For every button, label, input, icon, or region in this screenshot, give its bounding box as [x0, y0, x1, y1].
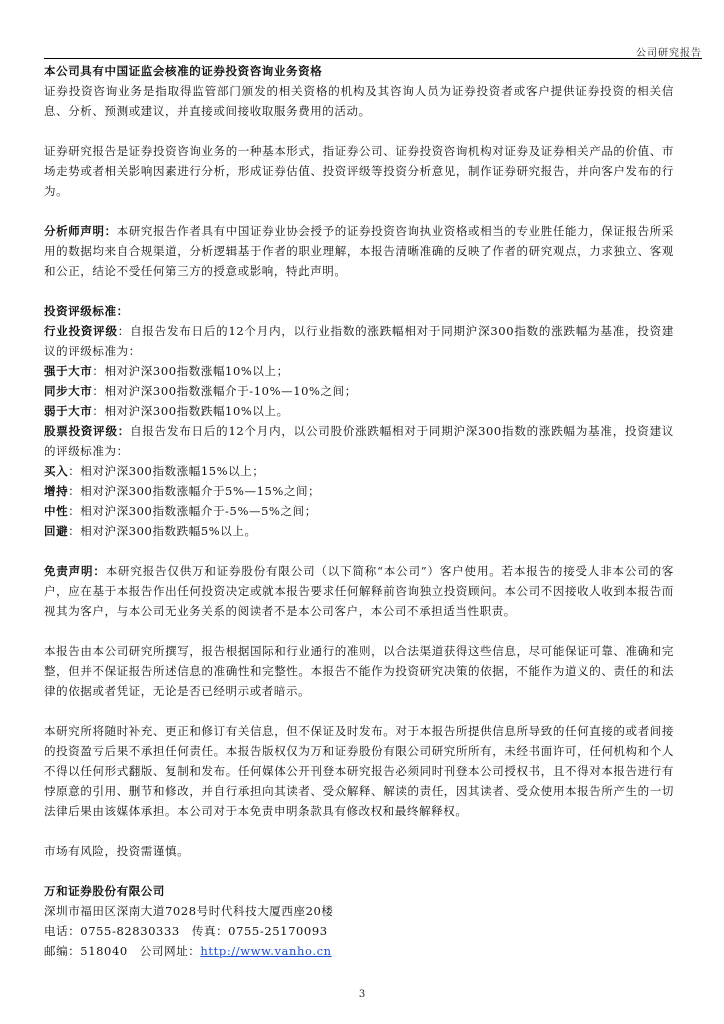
industry-rating-text: ：自报告发布日后的12个月内，以行业指数的涨跌幅相对于同期沪深300指数的涨跌幅为基准，投资建议的评级标准为： — [44, 324, 674, 358]
industry-rating-item — [44, 401, 674, 421]
header-divider — [44, 58, 702, 59]
rating-item-label: 强于大市 — [44, 364, 93, 378]
rating-item-label: 弱于大市 — [44, 404, 93, 418]
header-label: 公司研究报告 — [636, 48, 702, 59]
stock-rating-item — [44, 521, 674, 541]
rating-title: 投资评级标准： — [44, 304, 129, 318]
rating-item-label: 同步大市 — [44, 384, 93, 398]
rating-item-label: 中性 — [44, 504, 69, 518]
industry-rating-item — [44, 361, 674, 381]
qualification-paragraph-2: 证券研究报告是证券投资咨询业务的一种基本形式，指证券公司、证券投资咨询机构对证券及证券相关产品的价值、市场走势或者相关影响因素进行分析，形成证券估值、投资评级等投资分析意见，制作证券研究报告，并向客户发布的行为。 — [44, 144, 674, 198]
disclaimer-paragraph-3: 本研究所将随时补充、更正和修订有关信息，但不保证及时发布。对于本报告所提供信息所导致的任何直接的或者间接的投资盈亏后果不承担任何责任。本报告版权仅为万和证券股份有限公司研究所所有，未经书面许可，任何机构和个人不得以任何形式翻版、复制和发布。任何媒体公开刊登本研究报告必须同时刊登本公司授权书，且不得对本报告进行有悖原意的引用、删节和修改，并自行承担向其读者、受众解释、解读的责任，因其读者、受众使用本报告所产生的一切法律后果由该媒体承担。本公司对于本免责申明条款具有修改权和最终解释权。 — [44, 724, 674, 818]
rating-item-text: ：相对沪深300指数涨幅15%以上； — [68, 464, 265, 478]
rating-item-text: ：相对沪深300指数跌幅5%以上。 — [68, 524, 257, 538]
stock-rating — [44, 421, 674, 461]
company-address: 深圳市福田区深南大道7028号时代科技大厦西座20楼 — [44, 904, 334, 918]
company-website-link[interactable]: http://www.vanho.cn — [200, 944, 332, 958]
qualification-paragraph-1: 证券投资咨询业务是指取得监管部门颁发的相关资格的机构及其咨询人员为证券投资者或客户提供证券投资的相关信息、分析、预测或建议，并直接或间接收取服务费用的活动。 — [44, 84, 674, 118]
company-contact: 电话：0755-82830333 传真：0755-25170093 — [44, 924, 328, 938]
rating-item-text: ：相对沪深300指数涨幅10%以上； — [92, 364, 289, 378]
disclaimer-paragraph-2: 本报告由本公司研究所撰写，报告根据国际和行业通行的准则，以合法渠道获得这些信息，尽可能保证可靠、准确和完整，但并不保证报告所述信息的准确性和完整性。本报告不能作为投资研究决策的依据，不能作为道义的、责任的和法律的依据或者凭证，无论是否已经明示或者暗示。 — [44, 644, 674, 698]
industry-rating-item — [44, 381, 674, 401]
stock-rating-item — [44, 461, 674, 481]
company-postcode: 邮编：518040 公司网址： — [44, 944, 201, 958]
rating-item-text: ：相对沪深300指数涨幅介于-10%—10%之间； — [92, 384, 357, 398]
disclaimer-text: 本研究报告仅供万和证券股份有限公司（以下简称“本公司”）客户使用。若本报告的接受人非本公司的客户，应在基于本报告作出任何投资决定或就本报告要求任何解释前咨询独立投资顾问。本公司不因接收人收到本报告而视其为客户，与本公司无业务关系的阅读者不是本公司客户，本公司不承担适当性职责。 — [44, 564, 675, 618]
company-name: 万和证券股份有限公司 — [44, 884, 165, 898]
analyst-text: 本研究报告作者具有中国证券业协会授予的证券投资咨询执业资格或相当的专业胜任能力，保证报告所采用的数据均来自合规渠道，分析逻辑基于作者的职业理解，本报告清晰准确的反映了作者的研究观点，力求独立、客观和公正，结论不受任何第三方的授意或影响，特此声明。 — [44, 224, 674, 278]
disclaimer-label: 免责声明： — [44, 564, 106, 578]
rating-item-text: ：相对沪深300指数跌幅10%以上。 — [92, 404, 289, 418]
analyst-statement — [44, 221, 674, 281]
rating-item-label: 买入 — [44, 464, 69, 478]
stock-rating-label: 股票投资评级： — [44, 424, 131, 438]
rating-item-text: ：相对沪深300指数涨幅介于-5%—5%之间； — [68, 504, 317, 518]
company-postcode-website — [44, 941, 674, 961]
risk-warning: 市场有风险，投资需谨慎。 — [44, 844, 190, 858]
page-number: 3 — [358, 989, 366, 1000]
rating-item-label: 回避 — [44, 524, 69, 538]
industry-rating — [44, 321, 674, 361]
document-body — [44, 61, 674, 961]
rating-item-label: 增持 — [44, 484, 69, 498]
stock-rating-item — [44, 501, 674, 521]
analyst-label: 分析师声明： — [44, 224, 117, 238]
disclaimer-paragraph-1 — [44, 561, 674, 621]
qualification-title: 本公司具有中国证监会核准的证券投资咨询业务资格 — [44, 64, 323, 78]
stock-rating-item — [44, 481, 674, 501]
rating-item-text: ：相对沪深300指数涨幅介于5%—15%之间； — [68, 484, 321, 498]
industry-rating-label: 行业投资评级 — [44, 324, 118, 338]
stock-rating-text: 自报告发布日后的12个月内，以公司股价涨跌幅相对于同期沪深300指数的涨跌幅为基准，投资建议的评级标准为： — [44, 424, 674, 458]
